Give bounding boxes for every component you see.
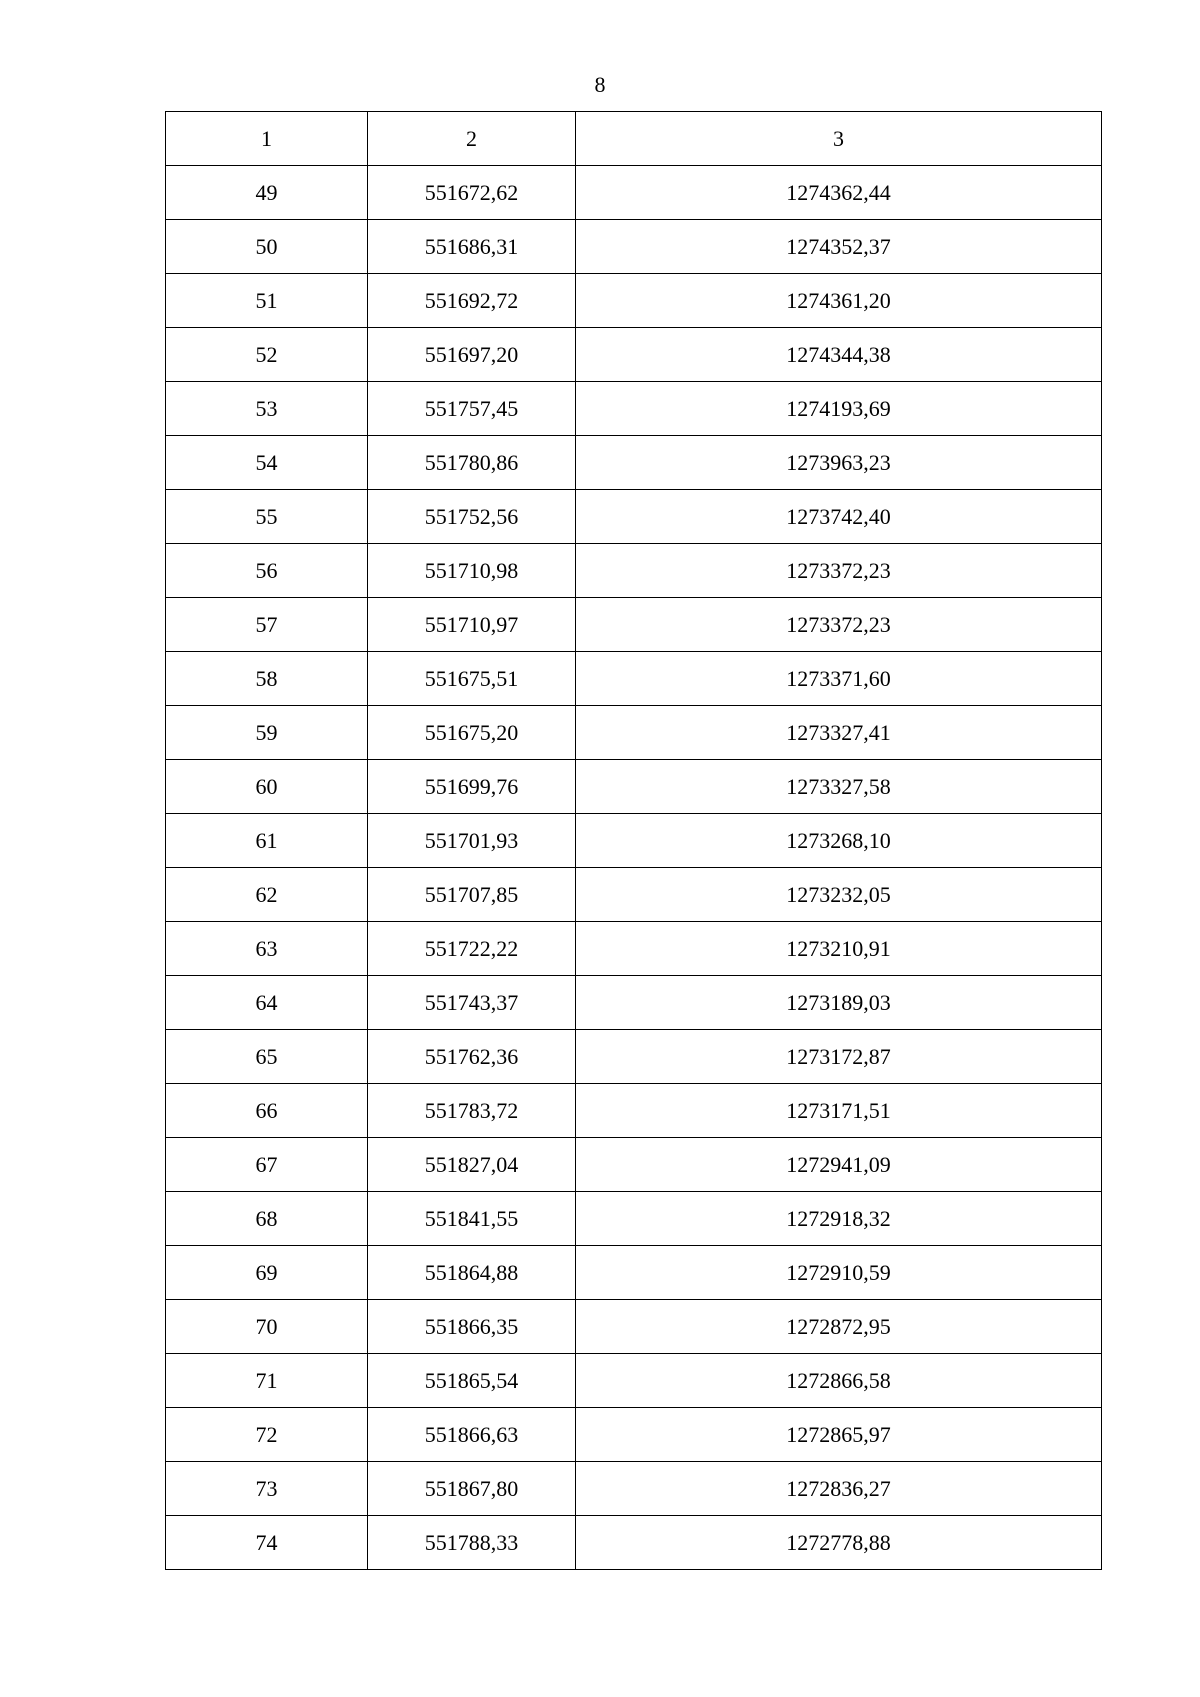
table-row <box>166 220 1102 274</box>
y-coordinate-cell: 1273372,23 <box>576 544 1102 598</box>
y-coordinate-cell: 1273963,23 <box>576 436 1102 490</box>
y-coordinate-cell: 1272872,95 <box>576 1300 1102 1354</box>
table-row <box>166 490 1102 544</box>
table-header-row <box>166 112 1102 166</box>
table-row <box>166 1138 1102 1192</box>
x-coordinate-cell: 551697,20 <box>368 328 576 382</box>
point-number-cell: 68 <box>166 1192 368 1246</box>
table-row <box>166 1030 1102 1084</box>
y-coordinate-cell: 1272866,58 <box>576 1354 1102 1408</box>
point-number-cell: 58 <box>166 652 368 706</box>
y-coordinate-cell: 1272941,09 <box>576 1138 1102 1192</box>
point-number-cell: 52 <box>166 328 368 382</box>
point-number-cell: 64 <box>166 976 368 1030</box>
x-coordinate-cell: 551710,98 <box>368 544 576 598</box>
column-header: 2 <box>368 112 576 166</box>
table-row <box>166 706 1102 760</box>
table-row <box>166 544 1102 598</box>
point-number-cell: 63 <box>166 922 368 976</box>
table-row <box>166 922 1102 976</box>
point-number-cell: 71 <box>166 1354 368 1408</box>
x-coordinate-cell: 551675,51 <box>368 652 576 706</box>
y-coordinate-cell: 1273742,40 <box>576 490 1102 544</box>
table-body <box>166 166 1102 1570</box>
table-row <box>166 1408 1102 1462</box>
table-row <box>166 1192 1102 1246</box>
y-coordinate-cell: 1273268,10 <box>576 814 1102 868</box>
x-coordinate-cell: 551707,85 <box>368 868 576 922</box>
point-number-cell: 67 <box>166 1138 368 1192</box>
table-row <box>166 436 1102 490</box>
point-number-cell: 74 <box>166 1516 368 1570</box>
point-number-cell: 53 <box>166 382 368 436</box>
table-row <box>166 1354 1102 1408</box>
table-row <box>166 1300 1102 1354</box>
coordinates-table <box>165 111 1102 1570</box>
x-coordinate-cell: 551788,33 <box>368 1516 576 1570</box>
point-number-cell: 56 <box>166 544 368 598</box>
point-number-cell: 66 <box>166 1084 368 1138</box>
y-coordinate-cell: 1273372,23 <box>576 598 1102 652</box>
x-coordinate-cell: 551866,35 <box>368 1300 576 1354</box>
table-row <box>166 652 1102 706</box>
point-number-cell: 70 <box>166 1300 368 1354</box>
x-coordinate-cell: 551722,22 <box>368 922 576 976</box>
y-coordinate-cell: 1272836,27 <box>576 1462 1102 1516</box>
column-header: 3 <box>576 112 1102 166</box>
y-coordinate-cell: 1272910,59 <box>576 1246 1102 1300</box>
x-coordinate-cell: 551686,31 <box>368 220 576 274</box>
table-row <box>166 1462 1102 1516</box>
x-coordinate-cell: 551780,86 <box>368 436 576 490</box>
x-coordinate-cell: 551866,63 <box>368 1408 576 1462</box>
x-coordinate-cell: 551752,56 <box>368 490 576 544</box>
point-number-cell: 50 <box>166 220 368 274</box>
x-coordinate-cell: 551783,72 <box>368 1084 576 1138</box>
table-row <box>166 382 1102 436</box>
point-number-cell: 54 <box>166 436 368 490</box>
x-coordinate-cell: 551762,36 <box>368 1030 576 1084</box>
table-row <box>166 760 1102 814</box>
point-number-cell: 72 <box>166 1408 368 1462</box>
column-header: 1 <box>166 112 368 166</box>
point-number-cell: 59 <box>166 706 368 760</box>
y-coordinate-cell: 1274361,20 <box>576 274 1102 328</box>
table-row <box>166 328 1102 382</box>
point-number-cell: 62 <box>166 868 368 922</box>
point-number-cell: 69 <box>166 1246 368 1300</box>
x-coordinate-cell: 551757,45 <box>368 382 576 436</box>
y-coordinate-cell: 1274344,38 <box>576 328 1102 382</box>
table-row <box>166 868 1102 922</box>
x-coordinate-cell: 551699,76 <box>368 760 576 814</box>
y-coordinate-cell: 1273189,03 <box>576 976 1102 1030</box>
x-coordinate-cell: 551841,55 <box>368 1192 576 1246</box>
x-coordinate-cell: 551864,88 <box>368 1246 576 1300</box>
table-row <box>166 1246 1102 1300</box>
y-coordinate-cell: 1274193,69 <box>576 382 1102 436</box>
point-number-cell: 55 <box>166 490 368 544</box>
table-row <box>166 166 1102 220</box>
x-coordinate-cell: 551710,97 <box>368 598 576 652</box>
y-coordinate-cell: 1274352,37 <box>576 220 1102 274</box>
y-coordinate-cell: 1273327,41 <box>576 706 1102 760</box>
x-coordinate-cell: 551865,54 <box>368 1354 576 1408</box>
point-number-cell: 49 <box>166 166 368 220</box>
table-row <box>166 274 1102 328</box>
x-coordinate-cell: 551743,37 <box>368 976 576 1030</box>
point-number-cell: 51 <box>166 274 368 328</box>
y-coordinate-cell: 1273371,60 <box>576 652 1102 706</box>
x-coordinate-cell: 551692,72 <box>368 274 576 328</box>
x-coordinate-cell: 551701,93 <box>368 814 576 868</box>
table-row <box>166 814 1102 868</box>
y-coordinate-cell: 1272778,88 <box>576 1516 1102 1570</box>
table-row <box>166 1084 1102 1138</box>
table-row <box>166 598 1102 652</box>
y-coordinate-cell: 1273232,05 <box>576 868 1102 922</box>
table-row <box>166 1516 1102 1570</box>
y-coordinate-cell: 1273171,51 <box>576 1084 1102 1138</box>
y-coordinate-cell: 1273172,87 <box>576 1030 1102 1084</box>
point-number-cell: 73 <box>166 1462 368 1516</box>
point-number-cell: 65 <box>166 1030 368 1084</box>
x-coordinate-cell: 551827,04 <box>368 1138 576 1192</box>
y-coordinate-cell: 1273327,58 <box>576 760 1102 814</box>
x-coordinate-cell: 551867,80 <box>368 1462 576 1516</box>
page-number: 8 <box>594 72 606 97</box>
x-coordinate-cell: 551672,62 <box>368 166 576 220</box>
point-number-cell: 57 <box>166 598 368 652</box>
y-coordinate-cell: 1272865,97 <box>576 1408 1102 1462</box>
y-coordinate-cell: 1273210,91 <box>576 922 1102 976</box>
table-row <box>166 976 1102 1030</box>
y-coordinate-cell: 1274362,44 <box>576 166 1102 220</box>
x-coordinate-cell: 551675,20 <box>368 706 576 760</box>
point-number-cell: 61 <box>166 814 368 868</box>
point-number-cell: 60 <box>166 760 368 814</box>
y-coordinate-cell: 1272918,32 <box>576 1192 1102 1246</box>
